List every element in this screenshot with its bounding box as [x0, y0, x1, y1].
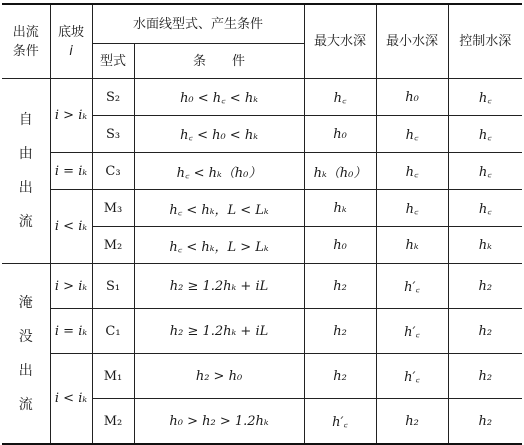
min-depth-cell: h′꜀ — [376, 309, 448, 354]
control-depth-cell: h꜀ — [448, 116, 522, 153]
type-cell: C₃ — [92, 153, 134, 190]
max-depth-cell: h′꜀ — [304, 399, 376, 445]
header-slope — [50, 4, 92, 79]
group-char: 淹 — [18, 294, 33, 311]
header-max-depth: 最大水深 — [304, 4, 376, 79]
slope-cell: i > iₖ — [50, 79, 92, 153]
control-depth-cell: h꜀ — [448, 79, 522, 116]
header-slope-symbol: i — [69, 43, 73, 59]
type-cell: M₁ — [92, 354, 134, 399]
header-outflow-line2: 条件 — [12, 43, 39, 59]
control-depth-cell: h₂ — [448, 354, 522, 399]
control-depth-cell: h₂ — [448, 309, 522, 354]
max-depth-cell: hₖ（h₀） — [304, 153, 376, 190]
condition-cell: h꜀ < hₖ，L < Lₖ — [134, 190, 304, 227]
header-min-depth: 最小水深 — [376, 4, 448, 79]
slope-cell: i < iₖ — [50, 354, 92, 445]
header-condition: 条 件 — [134, 44, 304, 79]
condition-cell: h₂ > h₀ — [134, 354, 304, 399]
table-row — [2, 309, 522, 354]
group-free-outflow — [2, 79, 50, 264]
header-outflow-condition — [2, 4, 50, 79]
type-cell: M₂ — [92, 227, 134, 264]
table-row — [2, 190, 522, 227]
max-depth-cell: h₂ — [304, 264, 376, 309]
min-depth-cell: h₀ — [376, 79, 448, 116]
min-depth-cell: h꜀ — [376, 190, 448, 227]
condition-cell: h₀ > h₂ > 1.2hₖ — [134, 399, 304, 445]
group-char: 出 — [18, 362, 33, 379]
max-depth-cell: h꜀ — [304, 79, 376, 116]
condition-cell: h꜀ < hₖ，L > Lₖ — [134, 227, 304, 264]
header-surface-group: 水面线型式、产生条件 — [92, 4, 304, 44]
min-depth-cell: h′꜀ — [376, 354, 448, 399]
control-depth-cell: hₖ — [448, 227, 522, 264]
condition-cell: h₂ ≥ 1.2hₖ + iL — [134, 309, 304, 354]
type-cell: M₃ — [92, 190, 134, 227]
header-row-top — [2, 4, 522, 44]
condition-cell: h꜀ < hₖ（h₀） — [134, 153, 304, 190]
header-type: 型式 — [92, 44, 134, 79]
min-depth-cell: h꜀ — [376, 116, 448, 153]
control-depth-cell: h₂ — [448, 264, 522, 309]
header-control-depth: 控制水深 — [448, 4, 522, 79]
slope-cell: i > iₖ — [50, 264, 92, 309]
type-cell: M₂ — [92, 399, 134, 445]
group-char: 流 — [18, 396, 33, 413]
group-submerged-outflow — [2, 264, 50, 445]
type-cell: S₁ — [92, 264, 134, 309]
header-outflow-line1: 出流 — [12, 24, 39, 40]
slope-cell: i < iₖ — [50, 190, 92, 264]
slope-cell: i = iₖ — [50, 309, 92, 354]
slope-cell: i = iₖ — [50, 153, 92, 190]
min-depth-cell: h₂ — [376, 399, 448, 445]
table-row — [2, 79, 522, 116]
max-depth-cell: h₂ — [304, 354, 376, 399]
table-row — [2, 354, 522, 399]
condition-cell: h₂ ≥ 1.2hₖ + iL — [134, 264, 304, 309]
control-depth-cell: h꜀ — [448, 153, 522, 190]
table-row — [2, 153, 522, 190]
max-depth-cell: h₂ — [304, 309, 376, 354]
group-char: 出 — [18, 180, 33, 196]
control-depth-cell: h₂ — [448, 399, 522, 445]
condition-cell: h꜀ < h₀ < hₖ — [134, 116, 304, 153]
min-depth-cell: h꜀ — [376, 153, 448, 190]
table-row — [2, 264, 522, 309]
group-char: 自 — [18, 112, 33, 128]
group-char: 由 — [18, 146, 33, 162]
type-cell: S₂ — [92, 79, 134, 116]
min-depth-cell: h′꜀ — [376, 264, 448, 309]
max-depth-cell: h₀ — [304, 116, 376, 153]
control-depth-cell: h꜀ — [448, 190, 522, 227]
min-depth-cell: hₖ — [376, 227, 448, 264]
type-cell: S₃ — [92, 116, 134, 153]
max-depth-cell: h₀ — [304, 227, 376, 264]
header-slope-label: 底坡 — [57, 24, 84, 40]
type-cell: C₁ — [92, 309, 134, 354]
group-char: 流 — [18, 214, 33, 230]
max-depth-cell: hₖ — [304, 190, 376, 227]
hydraulic-surface-profile-table — [2, 3, 522, 445]
group-char: 没 — [18, 328, 33, 345]
condition-cell: h₀ < h꜀ < hₖ — [134, 79, 304, 116]
